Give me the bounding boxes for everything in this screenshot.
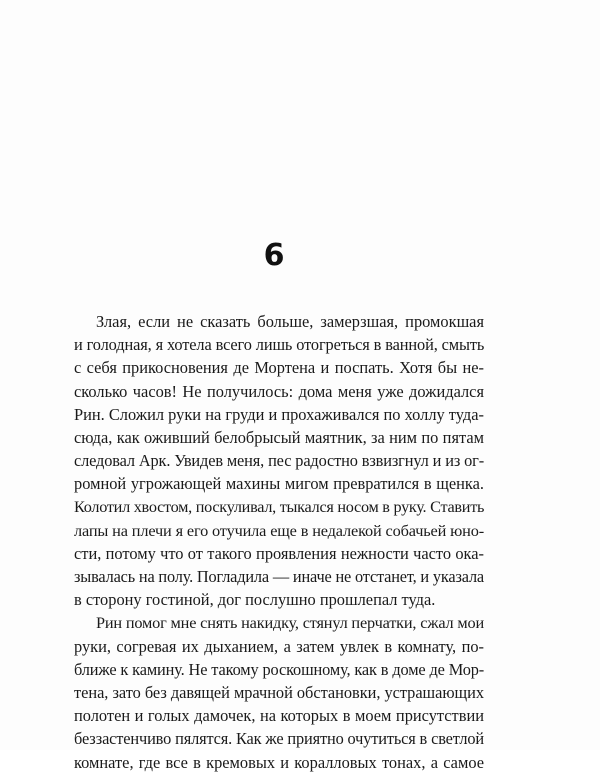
chapter-number: 6 xyxy=(263,238,285,273)
text-line: лапы на плечи я его отучила еще в недалекой собачьей юно- xyxy=(74,520,484,540)
text-line: ромной угрожающей махины мигом превратился в щенка. xyxy=(74,474,484,494)
paragraph-2 xyxy=(74,611,484,773)
text-line: полотен и голых дамочек, на которых в моем присутствии xyxy=(74,706,484,726)
text-line: комнате, где все в кремовых и коралловых тонах, а самое xyxy=(74,752,484,772)
chapter-body xyxy=(74,310,484,774)
text-line: беззастенчиво пялятся. Как же приятно очутиться в светлой xyxy=(74,729,484,749)
text-line: ближе к камину. Не такому роскошному, как в доме де Мор- xyxy=(74,659,485,679)
text-line: Рин. Сложил руки на груди и прохаживался по холлу туда- xyxy=(74,404,484,424)
text-line: сти, потому что от такого проявления нежности часто ока- xyxy=(74,543,484,563)
text-line: Колотил хвостом, поскуливал, тыкался носом в руку. Ставить xyxy=(74,497,485,516)
text-line: руки, согревая их дыханием, а затем увлек в комнату, по- xyxy=(74,636,484,656)
text-line: Злая, если не сказать больше, замерзшая, промокшая xyxy=(96,312,484,331)
text-line: следовал Арк. Увидев меня, пес радостно взвизгнул и из ог- xyxy=(74,451,484,471)
text-line: сколько часов! Не получилось: дома меня уже дожидался xyxy=(74,381,484,401)
text-line: тена, зато без давящей мрачной обстановки, устрашающих xyxy=(74,683,484,702)
paragraph-1 xyxy=(74,310,484,611)
text-line: и голодная, я хотела всего лишь отогреться в ванной, смыть xyxy=(74,335,485,355)
text-line: с себя прикосновения де Мортена и поспать. Хотя бы не- xyxy=(74,358,484,378)
text-line: Рин помог мне снять накидку, стянул перчатки, сжал мои xyxy=(96,613,484,633)
text-line: сюда, как оживший белобрысый маятник, за ним по пятам xyxy=(74,427,484,447)
text-line: в сторону гостиной, дог послушно прошлепал туда. xyxy=(74,590,436,610)
text-line: зывалась на полу. Погладила — иначе не отстанет, и указала xyxy=(74,567,484,587)
